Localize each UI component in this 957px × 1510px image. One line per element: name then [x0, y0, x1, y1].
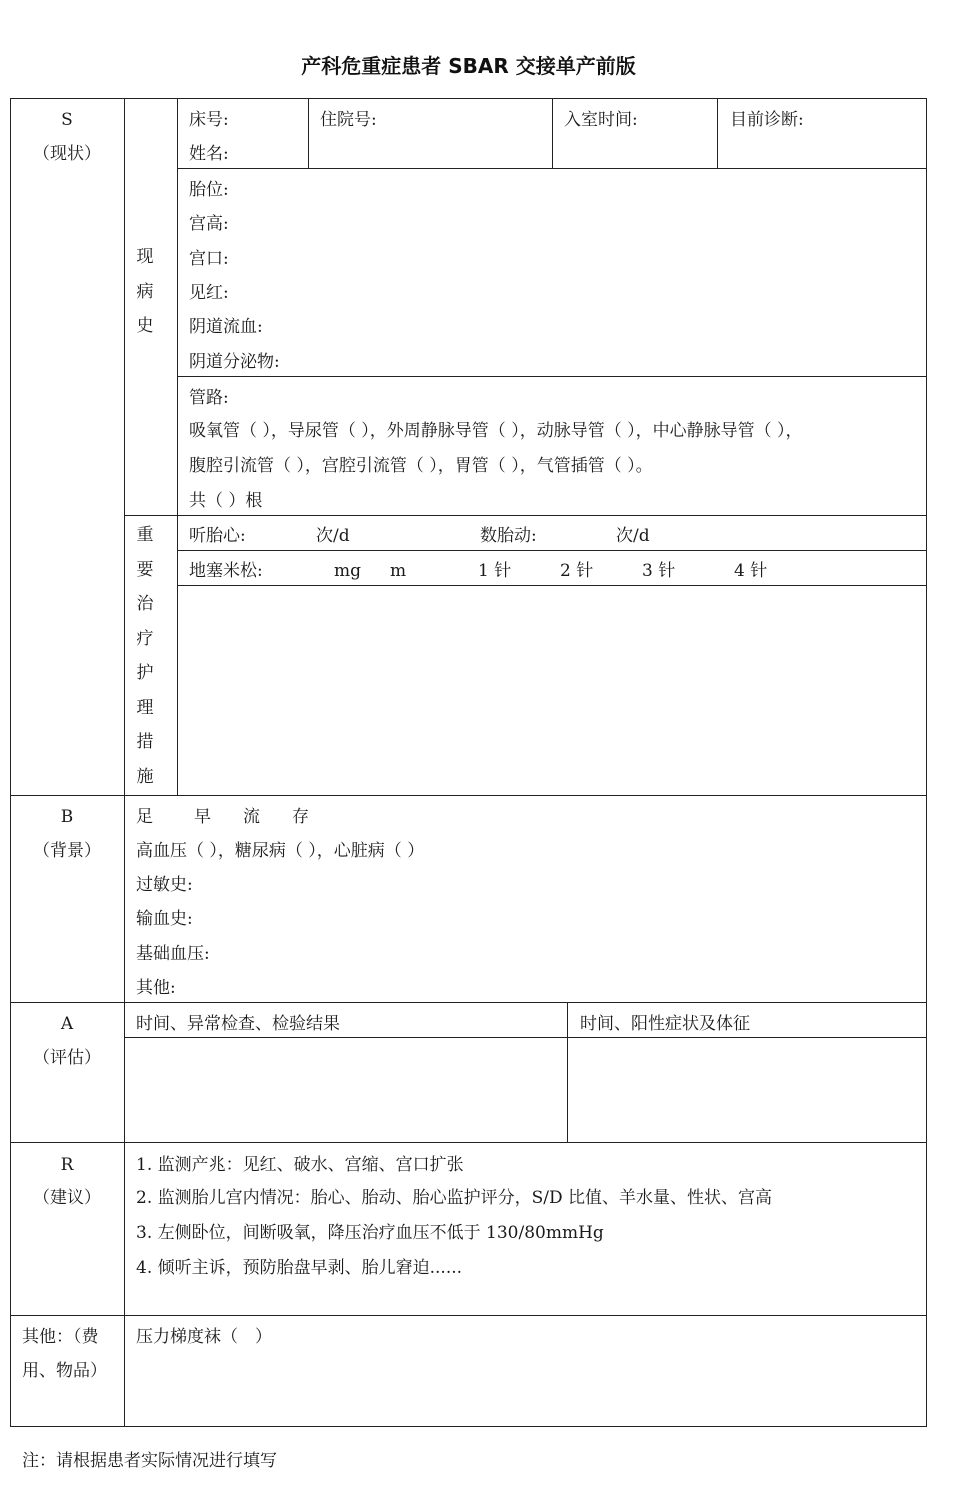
- dexamethasone-field[interactable]: 地塞米松:: [189, 561, 263, 581]
- a-col-exam-results: 时间、异常检查、检验结果: [136, 1014, 340, 1034]
- recommendation-4: 4. 倾听主诉，预防胎盘早剥、胎儿窘迫......: [136, 1258, 463, 1278]
- info-divider-2: [552, 98, 553, 169]
- fetal-movement-unit: 次/d: [616, 526, 650, 546]
- s-label: S: [61, 110, 73, 130]
- obstetric-living[interactable]: 存: [292, 807, 309, 827]
- dex-dose-1[interactable]: 1 针: [478, 561, 512, 581]
- border-bottom: [10, 1426, 927, 1427]
- divider-history-treatment: [124, 515, 927, 516]
- conditions-field[interactable]: 高血压（ ），糖尿病（ ），心脏病（ ）: [136, 841, 425, 861]
- vaginal-bleeding-field[interactable]: 阴道流血:: [189, 317, 263, 337]
- divider-r-other: [10, 1315, 927, 1316]
- tubes-total[interactable]: 共（ ）根: [189, 491, 263, 511]
- recommendation-1: 1. 监测产兆：见红、破水、宫缩、宫口扩张: [136, 1155, 464, 1175]
- transfusion-field[interactable]: 输血史:: [136, 909, 193, 929]
- divider-exam: [177, 376, 927, 377]
- border-right: [926, 98, 927, 1427]
- show-field[interactable]: 见红:: [189, 283, 229, 303]
- fetal-movement-field[interactable]: 数胎动:: [480, 526, 537, 546]
- patient-name-field[interactable]: 姓名:: [189, 144, 229, 164]
- other-history-field[interactable]: 其他:: [136, 978, 176, 998]
- fetal-heart-unit: 次/d: [316, 526, 350, 546]
- fetal-heart-field[interactable]: 听胎心:: [189, 526, 246, 546]
- a-col-symptoms: 时间、阳性症状及体征: [580, 1014, 750, 1034]
- footnote: 注：请根据患者实际情况进行填写: [22, 1451, 277, 1471]
- tubes-line-2[interactable]: 腹腔引流管（ ），宫腔引流管（ ），胃管（ ），气管插管（ ）。: [189, 456, 653, 476]
- divider-b-a: [10, 1002, 927, 1003]
- info-divider-1: [308, 98, 309, 169]
- s-subcolumn-divider: [177, 98, 178, 796]
- admission-number-field[interactable]: 住院号:: [320, 110, 377, 130]
- a-column-divider: [567, 1002, 568, 1143]
- r-label: R: [60, 1155, 74, 1175]
- recommendation-2: 2. 监测胎儿宫内情况：胎心、胎动、胎心监护评分，S/D 比值、羊水量、性状、宫高: [136, 1188, 773, 1208]
- r-sublabel: （建议）: [33, 1188, 101, 1208]
- dex-dose-3[interactable]: 3 针: [642, 561, 676, 581]
- fetal-position-field[interactable]: 胎位:: [189, 180, 229, 200]
- recommendation-3: 3. 左侧卧位，间断吸氧，降压治疗血压不低于 130/80mmHg: [136, 1223, 604, 1243]
- baseline-bp-field[interactable]: 基础血压:: [136, 944, 210, 964]
- obstetric-term[interactable]: 足: [136, 807, 153, 827]
- a-sublabel: （评估）: [33, 1048, 101, 1068]
- divider-s-b: [10, 795, 927, 796]
- border-left: [10, 98, 11, 1427]
- divider-a-r: [10, 1142, 927, 1143]
- admit-time-field[interactable]: 入室时间:: [564, 110, 638, 130]
- label-column-divider: [124, 98, 125, 1427]
- fundal-height-field[interactable]: 宫高:: [189, 214, 229, 234]
- b-label: B: [60, 807, 74, 827]
- tubes-label: 管路:: [189, 388, 229, 408]
- tubes-line-1[interactable]: 吸氧管（ ），导尿管（ ），外周静脉导管（ ），动脉导管（ ），中心静脉导管（ ），: [189, 421, 803, 441]
- b-sublabel: （背景）: [33, 841, 101, 861]
- other-label-line-2: 用、物品）: [22, 1361, 107, 1381]
- cervix-field[interactable]: 宫口:: [189, 249, 229, 269]
- a-label: A: [60, 1014, 74, 1034]
- bed-number-field[interactable]: 床号:: [189, 110, 229, 130]
- obstetric-preterm[interactable]: 早: [194, 807, 211, 827]
- dex-m-unit: m: [390, 561, 407, 581]
- divider-a-header: [124, 1037, 927, 1038]
- dex-mg-unit: mg: [334, 561, 362, 581]
- dex-dose-2[interactable]: 2 针: [560, 561, 594, 581]
- present-history-label: 现 病 史: [136, 247, 154, 336]
- dex-dose-4[interactable]: 4 针: [734, 561, 768, 581]
- s-sublabel: （现状）: [33, 144, 101, 164]
- border-top: [10, 98, 927, 99]
- divider-dex: [177, 585, 927, 586]
- obstetric-abortion[interactable]: 流: [243, 807, 260, 827]
- divider-fetal: [177, 550, 927, 551]
- other-label-line-1: 其他：（费: [22, 1327, 99, 1347]
- vaginal-discharge-field[interactable]: 阴道分泌物:: [189, 352, 280, 372]
- form-title: 产科危重症患者 SBAR 交接单产前版: [301, 54, 636, 78]
- compression-stockings-field[interactable]: 压力梯度袜（ ）: [136, 1327, 272, 1347]
- diagnosis-field[interactable]: 目前诊断:: [730, 110, 804, 130]
- info-divider-3: [717, 98, 718, 169]
- treatment-label: 重 要 治 疗 护 理 措 施: [136, 525, 154, 787]
- allergy-field[interactable]: 过敏史:: [136, 875, 193, 895]
